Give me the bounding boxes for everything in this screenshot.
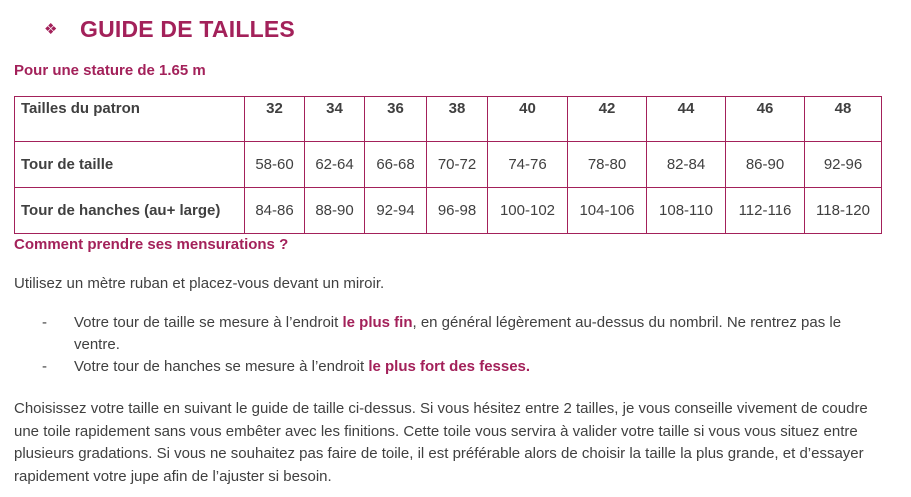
page-title-row <box>44 12 295 46</box>
stature-subtitle: Pour une stature de 1.65 m <box>14 62 206 79</box>
size-header-cell: 42 <box>568 97 647 142</box>
table-cell: 92-94 <box>365 188 427 234</box>
section-heading: Comment prendre ses mensurations ? <box>14 236 289 253</box>
dash-bullet: - <box>42 358 47 375</box>
size-header-row <box>15 97 882 142</box>
table-cell: 104-106 <box>568 188 647 234</box>
page-title: GUIDE DE TAILLES <box>80 15 295 42</box>
table-cell: 88-90 <box>305 188 365 234</box>
table-cell: 112-116 <box>726 188 805 234</box>
size-header-cell: 46 <box>726 97 805 142</box>
row-label: Tour de hanches (au+ large) <box>15 188 245 234</box>
size-header-cell: 36 <box>365 97 427 142</box>
table-cell: 84-86 <box>245 188 305 234</box>
table-cell: 96-98 <box>427 188 488 234</box>
dash-bullet: - <box>42 314 47 331</box>
table-cell: 100-102 <box>488 188 568 234</box>
header-label: Tailles du patron <box>15 97 245 142</box>
size-header-cell: 38 <box>427 97 488 142</box>
bullet-text: Votre tour de hanches se mesure à l’endroit <box>74 358 369 375</box>
table-cell: 108-110 <box>647 188 726 234</box>
bullet-text: Votre tour de taille se mesure à l’endroit <box>74 314 343 331</box>
list-item <box>14 356 884 378</box>
table-cell: 82-84 <box>647 142 726 188</box>
table-cell: 86-90 <box>726 142 805 188</box>
four-diamond-bullet-icon: ❖ <box>44 21 58 38</box>
size-table <box>14 96 882 234</box>
table-cell: 92-96 <box>805 142 882 188</box>
final-paragraph: Choisissez votre taille en suivant le guide de taille ci-dessus. Si vous hésitez entre 2 tailles, je vous conseille vivement de coudre une toile rapidement sans vous embêter avec les finitions. Cette toile vous servira à valider votre taille si vous vous situez entre plusieurs gradations. Si vous ne souhaitez pas faire de toile, il est préférable alors de choisir la taille la plus grande, et d’essayer rapidement votre jupe afin de l’ajuster si besoin. <box>14 400 868 485</box>
waist-row <box>15 142 882 188</box>
bullet-text: , en général légèrement au-dessus du nombril. Ne rentrez pas le ventre. <box>74 314 842 353</box>
measurement-list <box>14 312 884 378</box>
table-cell: 78-80 <box>568 142 647 188</box>
table-cell: 66-68 <box>365 142 427 188</box>
table-cell: 58-60 <box>245 142 305 188</box>
size-header-cell: 34 <box>305 97 365 142</box>
bullet-bold: le plus fin <box>342 314 413 331</box>
intro-paragraph: Utilisez un mètre ruban et placez-vous devant un miroir. <box>14 275 385 292</box>
table-cell: 62-64 <box>305 142 365 188</box>
bullet-bold: le plus fort des fesses. <box>368 358 531 375</box>
size-header-cell: 44 <box>647 97 726 142</box>
row-label: Tour de taille <box>15 142 245 188</box>
table-cell: 74-76 <box>488 142 568 188</box>
size-header-cell: 32 <box>245 97 305 142</box>
table-cell: 70-72 <box>427 142 488 188</box>
size-header-cell: 48 <box>805 97 882 142</box>
table-cell: 118-120 <box>805 188 882 234</box>
size-header-cell: 40 <box>488 97 568 142</box>
hips-row <box>15 188 882 234</box>
list-item <box>14 312 884 356</box>
